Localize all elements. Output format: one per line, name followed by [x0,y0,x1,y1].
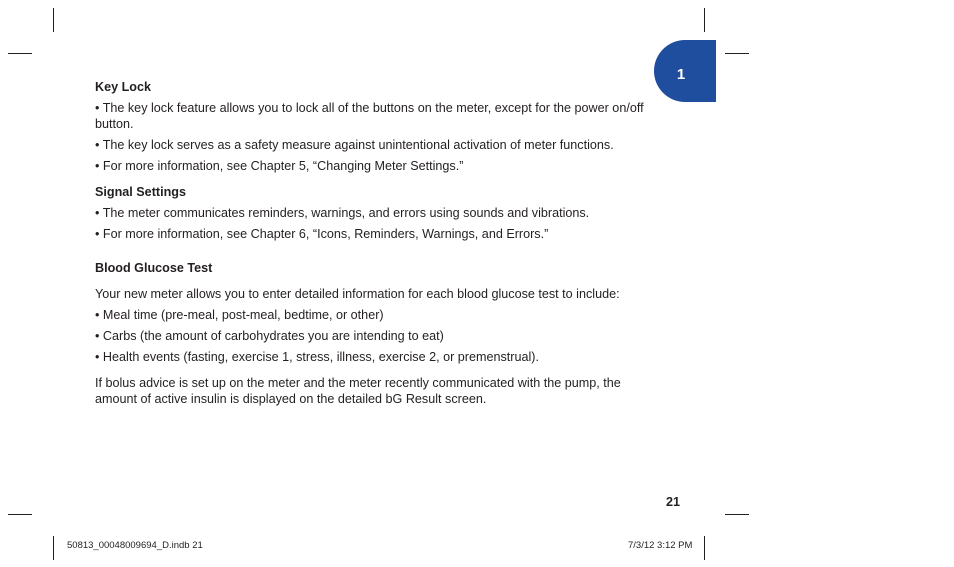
chapter-number: 1 [676,66,686,83]
page-number: 21 [666,495,681,509]
section-heading-key-lock: Key Lock [95,80,151,94]
crop-mark [53,536,54,560]
crop-mark [704,8,705,32]
list-item: • Health events (fasting, exercise 1, stress, illness, exercise 2, or premenstrual). [95,349,655,365]
bullet-list-signal-settings [95,205,655,242]
crop-mark [725,514,749,515]
list-item: • For more information, see Chapter 6, “Icons, Reminders, Warnings, and Errors.” [95,226,655,242]
list-item: • The key lock serves as a safety measure against unintentional activation of meter functions. [95,137,655,153]
section-heading-blood-glucose-test: Blood Glucose Test [95,261,213,275]
print-slug-timestamp: 7/3/12 3:12 PM [628,540,693,551]
list-item: • For more information, see Chapter 5, “Changing Meter Settings.” [95,158,655,174]
bullet-list-blood-glucose-test [95,307,655,365]
section-heading-signal-settings: Signal Settings [95,185,186,199]
print-slug-filename: 50813_00048009694_D.indb 21 [67,540,203,551]
intro-paragraph: Your new meter allows you to enter detailed information for each blood glucose test to include: [95,287,620,301]
closing-paragraph: If bolus advice is set up on the meter and the meter recently communicated with the pump, the amount of active insulin is displayed on the detailed bG Result screen. [95,376,621,406]
crop-mark [725,53,749,54]
list-item: • Carbs (the amount of carbohydrates you are intending to eat) [95,328,655,344]
crop-mark [8,514,32,515]
crop-mark [8,53,32,54]
crop-mark [53,8,54,32]
list-item: • The meter communicates reminders, warnings, and errors using sounds and vibrations. [95,205,655,221]
crop-mark [704,536,705,560]
bullet-list-key-lock [95,100,655,174]
page-content [95,79,655,407]
list-item: • The key lock feature allows you to lock all of the buttons on the meter, except for the power on/off button. [95,100,655,132]
list-item: • Meal time (pre-meal, post-meal, bedtime, or other) [95,307,655,323]
